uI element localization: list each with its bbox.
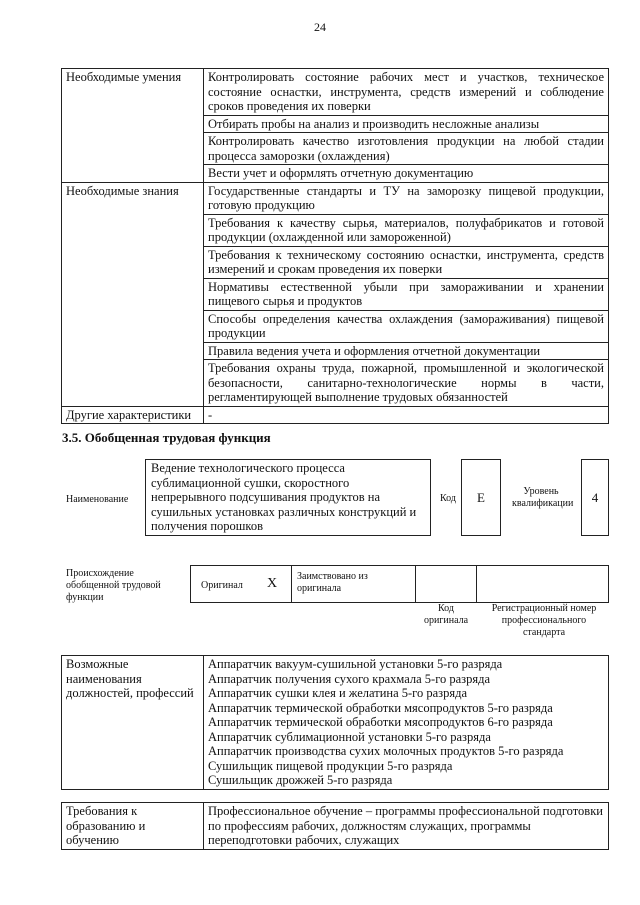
reg-caption: Регистрационный номер профессионального стандарта	[491, 603, 597, 638]
page-number: 24	[314, 20, 326, 34]
borrowed-label: Заимствовано из оригинала	[297, 571, 368, 594]
skills-item: Контролировать качество изготовления продукции на любой стадии процесса заморозки (охлаждения)	[204, 133, 609, 165]
gtf-code-label: Код	[440, 493, 456, 504]
position-item: Сушильщик дрожжей 5-го разряда	[208, 773, 393, 787]
position-item: Аппаратчик вакуум-сушильной установки 5-го разряда	[208, 657, 503, 671]
position-item: Аппаратчик сушки клея и желатина 5-го разряда	[208, 686, 468, 700]
gtf-name-label: Наименование	[66, 494, 129, 505]
knowledge-item: Требования к качеству сырья, материалов, полуфабрикатов и готовой продукции (охлажденной или замороженной)	[204, 214, 609, 246]
code-caption: Код оригинала	[423, 603, 469, 626]
gtf-code-box	[461, 459, 501, 536]
original-label: Оригинал	[201, 580, 243, 591]
education-label: Требования к образованию и обучению	[62, 803, 204, 850]
knowledge-item: Требования к техническому состоянию оснастки, инструмента, средств измерений и срокам проведения их поверки	[204, 246, 609, 278]
knowledge-item: Правила ведения учета и оформления отчетной документации	[204, 342, 609, 360]
gtf-level-value: 4	[591, 490, 599, 505]
position-item: Аппаратчик получения сухого крахмала 5-го разряда	[208, 671, 491, 686]
other-label: Другие характеристики	[62, 406, 204, 424]
gtf-name-value: Ведение технологического процесса сублимационной сушки, скоростного непрерывного подсушивания продуктов на сушильных установках различных конструкций и получения порошков	[145, 459, 431, 536]
positions-list	[204, 656, 609, 790]
position-item: Аппаратчик производства сухих молочных продуктов 5-го разряда	[208, 744, 564, 758]
section-title: 3.5. Обобщенная трудовая функция	[62, 430, 271, 445]
knowledge-item: Государственные стандарты и ТУ на заморозку пищевой продукции, готовую продукцию	[204, 182, 609, 214]
origin-box	[190, 565, 609, 603]
skills-knowledge-table	[61, 68, 609, 424]
other-value: -	[204, 406, 609, 424]
skills-item: Вести учет и оформлять отчетную документацию	[204, 165, 609, 183]
gtf-code-value: E	[477, 490, 485, 505]
education-value: Профессиональное обучение – программы профессиональной подготовки по профессиям рабочих, должностям служащих, программы переподготовки рабочих, служащих	[204, 803, 609, 850]
skills-label: Необходимые умения	[62, 69, 204, 183]
original-mark: X	[267, 576, 278, 591]
position-item: Аппаратчик сублимационной установки 5-го разряда	[208, 729, 491, 744]
gtf-level-label: Уровень квалификации	[512, 486, 574, 509]
education-table	[61, 802, 609, 850]
knowledge-item: Способы определения качества охлаждения (замораживания) пищевой продукции	[204, 310, 609, 342]
position-item: Аппаратчик термической обработки мясопродуктов 5-го разряда	[208, 700, 553, 715]
position-item: Аппаратчик термической обработки мясопродуктов 6-го разряда	[208, 715, 553, 729]
knowledge-item: Нормативы естественной убыли при замораживании и хранении пищевого сырья и продуктов	[204, 278, 609, 310]
position-item: Сушильщик пищевой продукции 5-го разряда	[208, 758, 453, 773]
skills-item: Контролировать состояние рабочих мест и участков, техническое состояние оснастки, инструмента, средств измерений и соблюдение сроков проведения их поверки	[204, 69, 609, 116]
origin-label: Происхождение обобщенной трудовой функции	[66, 568, 161, 603]
divider	[415, 566, 416, 602]
divider	[291, 566, 292, 602]
divider	[476, 566, 477, 602]
knowledge-item: Требования охраны труда, пожарной, промышленной и экологической безопасности, санитарно-технологические нормы в части, регламентирующей выполнение трудовых обязанностей	[204, 360, 609, 407]
gtf-level-box	[581, 459, 609, 536]
skills-item: Отбирать пробы на анализ и производить несложные анализы	[204, 115, 609, 133]
positions-label: Возможные наименования должностей, профессий	[62, 656, 204, 790]
knowledge-label: Необходимые знания	[62, 182, 204, 406]
positions-table	[61, 655, 609, 790]
